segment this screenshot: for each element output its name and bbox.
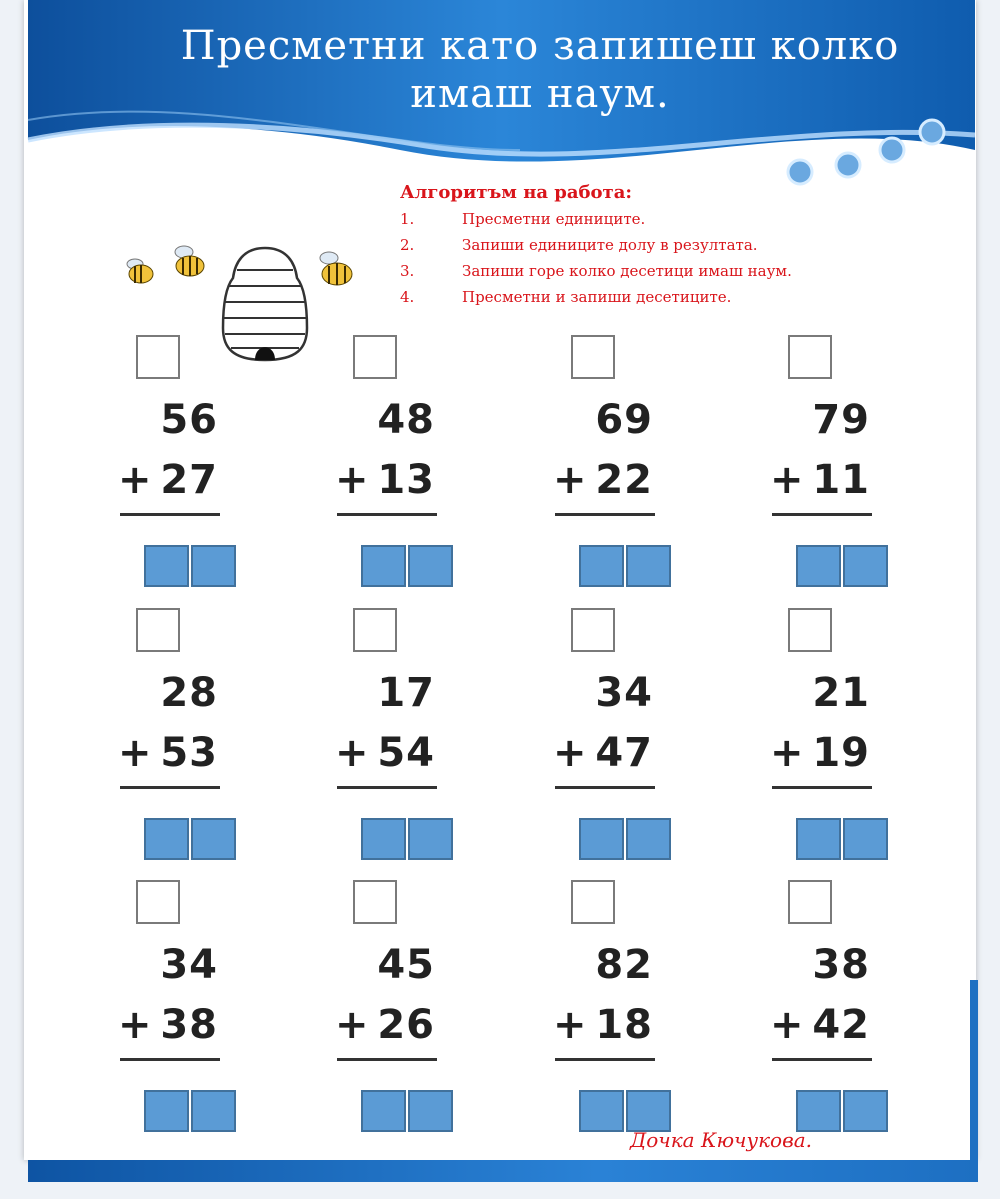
addition-problem — [770, 608, 880, 878]
answer-units-box[interactable] — [191, 818, 236, 860]
answer-tens-box[interactable] — [579, 545, 624, 587]
answer-units-box[interactable] — [191, 1090, 236, 1132]
sum-line — [555, 1058, 655, 1061]
sum-line — [337, 513, 437, 516]
plus-sign: + — [335, 1002, 369, 1048]
second-addend: 47 — [595, 730, 653, 776]
answer-tens-box[interactable] — [144, 818, 189, 860]
first-addend: 56 — [160, 397, 218, 443]
footer-bar — [28, 1160, 978, 1182]
second-addend: 22 — [595, 457, 653, 503]
side-accent — [970, 980, 978, 1180]
step-number: 2. — [400, 236, 415, 254]
bee-icon — [320, 252, 352, 285]
sum-line — [555, 786, 655, 789]
first-addend: 38 — [812, 942, 870, 988]
first-addend: 79 — [812, 397, 870, 443]
sum-line — [772, 786, 872, 789]
sum-line — [555, 513, 655, 516]
sum-line — [120, 1058, 220, 1061]
addition-problem — [770, 335, 880, 605]
first-addend: 28 — [160, 670, 218, 716]
addition-problem — [553, 335, 663, 605]
plus-sign: + — [335, 457, 369, 503]
step-number: 4. — [400, 288, 415, 306]
step-number: 1. — [400, 210, 415, 228]
algorithm-step — [400, 258, 900, 284]
second-addend: 53 — [160, 730, 218, 776]
plus-sign: + — [118, 730, 152, 776]
answer-tens-box[interactable] — [796, 818, 841, 860]
sum-line — [337, 1058, 437, 1061]
second-addend: 26 — [377, 1002, 435, 1048]
sum-line — [120, 786, 220, 789]
addition-problem — [770, 880, 880, 1150]
carry-box[interactable] — [136, 335, 180, 379]
carry-box[interactable] — [136, 608, 180, 652]
bee-icon — [175, 246, 204, 276]
step-text: Пресметни единиците. — [462, 210, 646, 228]
algorithm-heading: Алгоритъм на работа: — [400, 182, 633, 203]
first-addend: 21 — [812, 670, 870, 716]
beehive-icon — [223, 248, 307, 360]
answer-units-box[interactable] — [408, 818, 453, 860]
answer-units-box[interactable] — [626, 545, 671, 587]
answer-tens-box[interactable] — [361, 818, 406, 860]
answer-tens-box[interactable] — [579, 818, 624, 860]
second-addend: 18 — [595, 1002, 653, 1048]
answer-units-box[interactable] — [408, 1090, 453, 1132]
step-number: 3. — [400, 262, 415, 280]
sum-line — [772, 1058, 872, 1061]
step-text: Запиши единиците долу в резултата. — [462, 236, 758, 254]
answer-tens-box[interactable] — [796, 545, 841, 587]
answer-units-box[interactable] — [626, 1090, 671, 1132]
answer-tens-box[interactable] — [361, 545, 406, 587]
first-addend: 82 — [595, 942, 653, 988]
answer-units-box[interactable] — [191, 545, 236, 587]
algorithm-instructions — [400, 180, 900, 310]
plus-sign: + — [553, 730, 587, 776]
second-addend: 11 — [812, 457, 870, 503]
plus-sign: + — [770, 457, 804, 503]
carry-box[interactable] — [788, 880, 832, 924]
plus-sign: + — [118, 457, 152, 503]
carry-box[interactable] — [353, 880, 397, 924]
plus-sign: + — [553, 1002, 587, 1048]
answer-tens-box[interactable] — [144, 545, 189, 587]
sum-line — [120, 513, 220, 516]
carry-box[interactable] — [571, 335, 615, 379]
answer-tens-box[interactable] — [579, 1090, 624, 1132]
first-addend: 34 — [595, 670, 653, 716]
step-text: Запиши горе колко десетици имаш наум. — [462, 262, 792, 280]
second-addend: 54 — [377, 730, 435, 776]
carry-box[interactable] — [788, 335, 832, 379]
second-addend: 38 — [160, 1002, 218, 1048]
addition-problem — [118, 880, 228, 1150]
second-addend: 13 — [377, 457, 435, 503]
answer-units-box[interactable] — [843, 1090, 888, 1132]
carry-box[interactable] — [571, 608, 615, 652]
addition-problem — [118, 608, 228, 878]
second-addend: 27 — [160, 457, 218, 503]
answer-tens-box[interactable] — [796, 1090, 841, 1132]
first-addend: 34 — [160, 942, 218, 988]
page-title: Пресметни като запишеш колко имаш наум. — [180, 23, 900, 117]
algorithm-step — [400, 206, 900, 232]
plus-sign: + — [553, 457, 587, 503]
author-signature: Дочка Кючукова. — [630, 1128, 813, 1152]
addition-problem — [335, 335, 445, 605]
bee-icon — [127, 259, 153, 283]
algorithm-step — [400, 284, 900, 310]
addition-problem — [335, 880, 445, 1150]
answer-units-box[interactable] — [843, 545, 888, 587]
plus-sign: + — [118, 1002, 152, 1048]
carry-box[interactable] — [353, 608, 397, 652]
answer-units-box[interactable] — [626, 818, 671, 860]
addition-problem — [553, 608, 663, 878]
first-addend: 45 — [377, 942, 435, 988]
step-text: Пресметни и запиши десетиците. — [462, 288, 732, 306]
plus-sign: + — [770, 730, 804, 776]
carry-box[interactable] — [353, 335, 397, 379]
addition-problem — [118, 335, 228, 605]
addition-problem — [553, 880, 663, 1150]
answer-tens-box[interactable] — [144, 1090, 189, 1132]
plus-sign: + — [770, 1002, 804, 1048]
first-addend: 69 — [595, 397, 653, 443]
first-addend: 48 — [377, 397, 435, 443]
carry-box[interactable] — [136, 880, 180, 924]
carry-box[interactable] — [788, 608, 832, 652]
addition-problem — [335, 608, 445, 878]
plus-sign: + — [335, 730, 369, 776]
answer-tens-box[interactable] — [361, 1090, 406, 1132]
algorithm-step — [400, 232, 900, 258]
second-addend: 19 — [812, 730, 870, 776]
carry-box[interactable] — [571, 880, 615, 924]
second-addend: 42 — [812, 1002, 870, 1048]
answer-units-box[interactable] — [408, 545, 453, 587]
first-addend: 17 — [377, 670, 435, 716]
sum-line — [772, 513, 872, 516]
answer-units-box[interactable] — [843, 818, 888, 860]
sum-line — [337, 786, 437, 789]
